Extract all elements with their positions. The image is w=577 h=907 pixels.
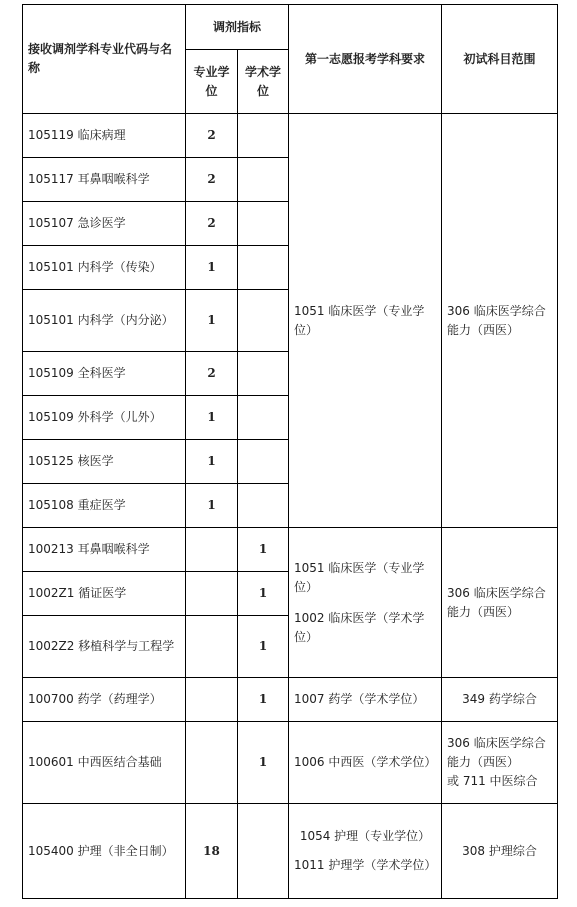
academic-quota [238, 290, 289, 352]
requirement-cell [289, 804, 442, 899]
exam-line: 或 711 中医综合 [447, 774, 538, 788]
professional-quota: 1 [186, 484, 238, 528]
professional-quota: 1 [186, 290, 238, 352]
requirement-line: 1054 护理（专业学位） [299, 829, 431, 843]
header-row-top [23, 5, 558, 50]
program-cell: 105125 核医学 [23, 440, 186, 484]
header-quota: 调剂指标 [186, 5, 289, 50]
academic-quota: 1 [238, 722, 289, 804]
academic-quota [238, 114, 289, 158]
academic-quota [238, 158, 289, 202]
professional-quota: 2 [186, 114, 238, 158]
professional-quota [186, 678, 238, 722]
exam-cell: 306 临床医学综合能力（西医） [442, 528, 558, 678]
requirement-cell: 1007 药学（学术学位） [289, 678, 442, 722]
professional-quota: 1 [186, 246, 238, 290]
header-professional: 专业学位 [186, 50, 238, 114]
header-exam: 初试科目范围 [442, 5, 558, 114]
table-row [23, 804, 558, 899]
professional-quota: 2 [186, 352, 238, 396]
academic-quota [238, 440, 289, 484]
program-cell: 1002Z1 循证医学 [23, 572, 186, 616]
program-cell: 105101 内科学（传染） [23, 246, 186, 290]
program-cell: 105108 重症医学 [23, 484, 186, 528]
table-row [23, 722, 558, 804]
program-cell: 100700 药学（药理学） [23, 678, 186, 722]
exam-cell: 308 护理综合 [442, 804, 558, 899]
academic-quota: 1 [238, 678, 289, 722]
requirement-cell [289, 528, 442, 678]
header-academic: 学术学位 [238, 50, 289, 114]
table-row [23, 678, 558, 722]
professional-quota: 2 [186, 202, 238, 246]
program-cell: 105400 护理（非全日制） [23, 804, 186, 899]
requirement-line: 1011 护理学（学术学位） [294, 858, 437, 872]
academic-quota [238, 396, 289, 440]
program-cell: 100213 耳鼻咽喉科学 [23, 528, 186, 572]
program-cell: 105101 内科学（内分泌） [23, 290, 186, 352]
table-row [23, 528, 558, 572]
program-cell: 105109 全科医学 [23, 352, 186, 396]
professional-quota [186, 616, 238, 678]
academic-quota [238, 202, 289, 246]
exam-line: 306 临床医学综合能力（西医） [447, 736, 546, 769]
program-cell: 100601 中西医结合基础 [23, 722, 186, 804]
academic-quota [238, 804, 289, 899]
academic-quota: 1 [238, 572, 289, 616]
professional-quota: 1 [186, 396, 238, 440]
requirement-cell: 1051 临床医学（专业学位） [289, 114, 442, 528]
academic-quota [238, 246, 289, 290]
table-row [23, 114, 558, 158]
requirement-line: 1051 临床医学（专业学位） [294, 560, 425, 594]
academic-quota [238, 352, 289, 396]
academic-quota: 1 [238, 528, 289, 572]
professional-quota [186, 528, 238, 572]
exam-cell: 349 药学综合 [442, 678, 558, 722]
requirement-cell: 1006 中西医（学术学位） [289, 722, 442, 804]
program-cell: 105109 外科学（儿外） [23, 396, 186, 440]
program-cell: 105117 耳鼻咽喉科学 [23, 158, 186, 202]
exam-cell [442, 722, 558, 804]
program-cell: 105107 急诊医学 [23, 202, 186, 246]
professional-quota: 18 [186, 804, 238, 899]
professional-quota: 2 [186, 158, 238, 202]
program-cell: 105119 临床病理 [23, 114, 186, 158]
professional-quota [186, 572, 238, 616]
professional-quota [186, 722, 238, 804]
program-cell: 1002Z2 移植科学与工程学 [23, 616, 186, 678]
exam-cell: 306 临床医学综合能力（西医） [442, 114, 558, 528]
header-program: 接收调剂学科专业代码与名称 [23, 5, 186, 114]
requirement-line: 1002 临床医学（学术学位） [294, 610, 425, 644]
academic-quota [238, 484, 289, 528]
header-requirement: 第一志愿报考学科要求 [289, 5, 442, 114]
adjustment-table [22, 4, 558, 899]
professional-quota: 1 [186, 440, 238, 484]
academic-quota: 1 [238, 616, 289, 678]
